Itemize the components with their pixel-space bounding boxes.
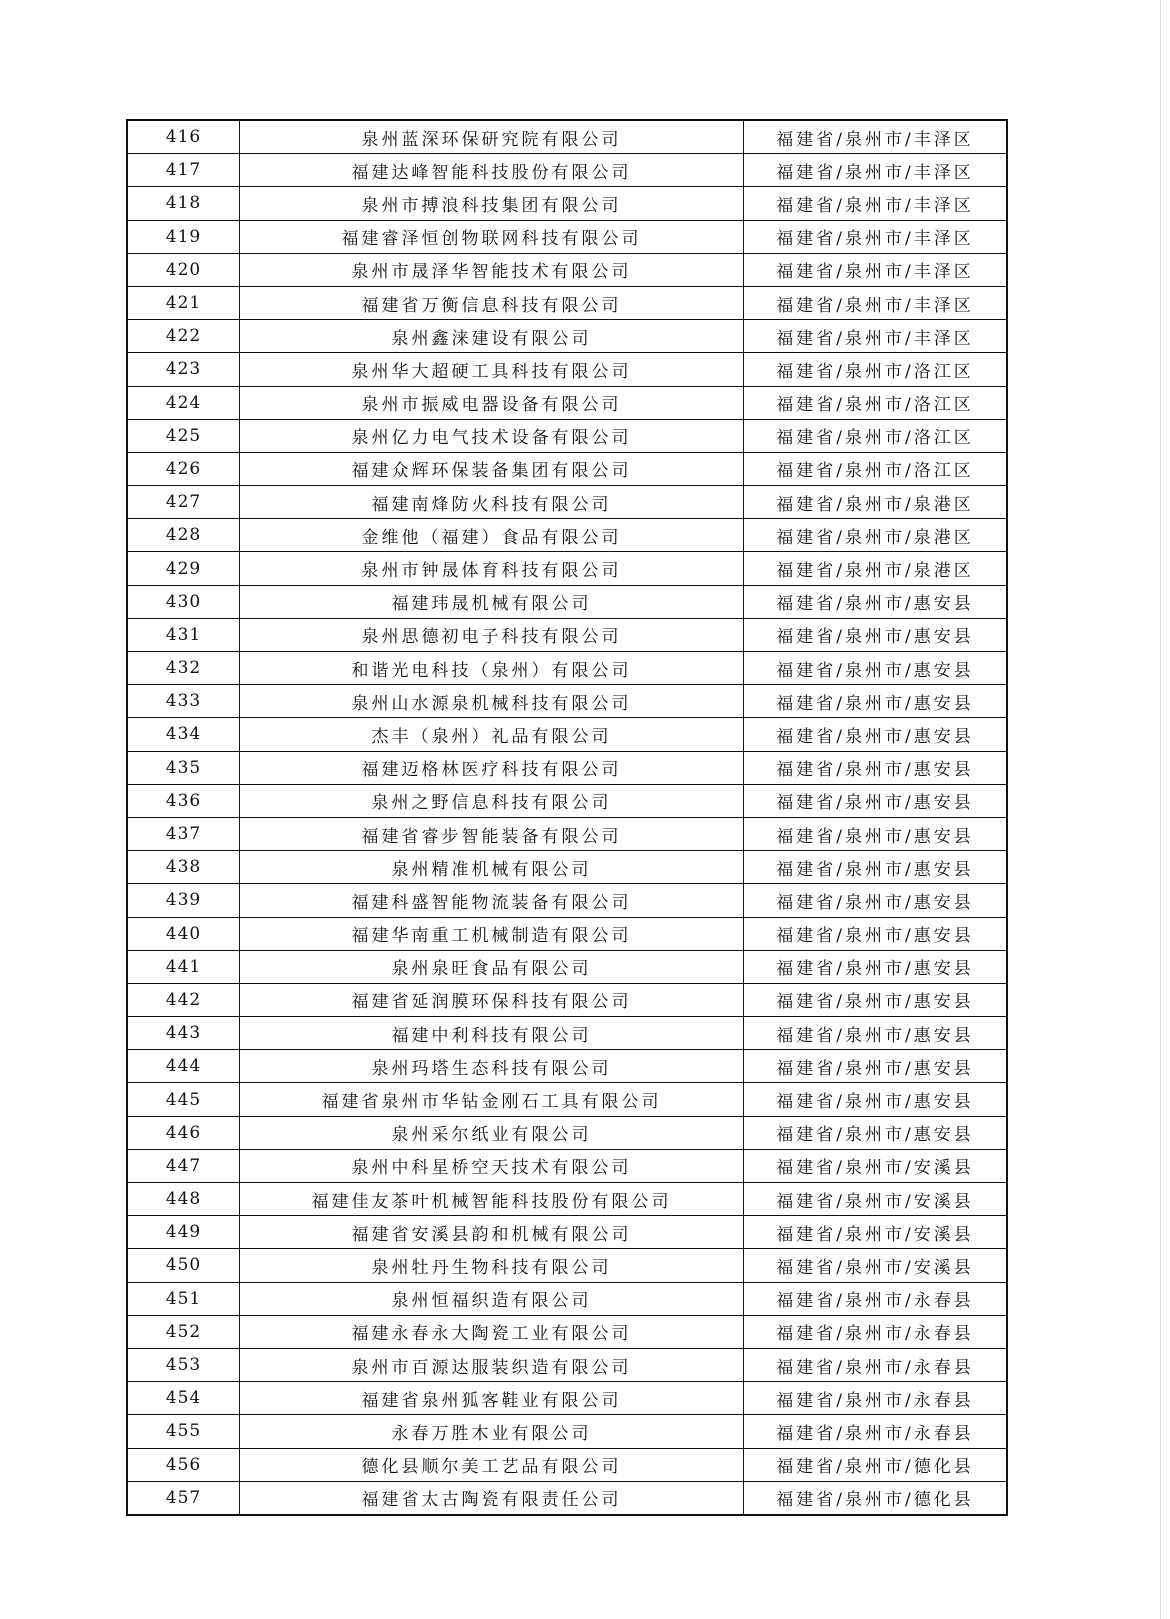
company-name-cell: 泉州亿力电气技术设备有限公司 bbox=[240, 419, 744, 452]
table-row bbox=[127, 618, 1007, 651]
table-row bbox=[127, 320, 1007, 353]
row-number-cell: 449 bbox=[127, 1216, 240, 1249]
table-row bbox=[127, 286, 1007, 319]
company-name-cell: 泉州蓝深环保研究院有限公司 bbox=[240, 120, 744, 154]
row-number-cell: 421 bbox=[127, 286, 240, 319]
table-row bbox=[127, 386, 1007, 419]
region-cell: 福建省/泉州市/德化县 bbox=[744, 1448, 1008, 1481]
table-row bbox=[127, 950, 1007, 983]
row-number-cell: 418 bbox=[127, 187, 240, 220]
table-row bbox=[127, 1083, 1007, 1116]
row-number-cell: 445 bbox=[127, 1083, 240, 1116]
table-row bbox=[127, 452, 1007, 485]
company-name-cell: 福建佳友茶叶机械智能科技股份有限公司 bbox=[240, 1183, 744, 1216]
region-cell: 福建省/泉州市/丰泽区 bbox=[744, 220, 1008, 253]
table-row bbox=[127, 817, 1007, 850]
table-row bbox=[127, 884, 1007, 917]
table-row bbox=[127, 652, 1007, 685]
table-row bbox=[127, 220, 1007, 253]
region-cell: 福建省/泉州市/惠安县 bbox=[744, 652, 1008, 685]
row-number-cell: 425 bbox=[127, 419, 240, 452]
company-name-cell: 福建省泉州狐客鞋业有限公司 bbox=[240, 1382, 744, 1415]
company-name-cell: 福建达峰智能科技股份有限公司 bbox=[240, 154, 744, 187]
company-name-cell: 泉州中科星桥空天技术有限公司 bbox=[240, 1149, 744, 1182]
table-row bbox=[127, 419, 1007, 452]
region-cell: 福建省/泉州市/安溪县 bbox=[744, 1216, 1008, 1249]
row-number-cell: 439 bbox=[127, 884, 240, 917]
row-number-cell: 440 bbox=[127, 917, 240, 950]
row-number-cell: 452 bbox=[127, 1315, 240, 1348]
region-cell: 福建省/泉州市/洛江区 bbox=[744, 353, 1008, 386]
region-cell: 福建省/泉州市/惠安县 bbox=[744, 751, 1008, 784]
region-cell: 福建省/泉州市/永春县 bbox=[744, 1315, 1008, 1348]
company-name-cell: 泉州牡丹生物科技有限公司 bbox=[240, 1249, 744, 1282]
company-name-cell: 泉州泉旺食品有限公司 bbox=[240, 950, 744, 983]
company-name-cell: 福建科盛智能物流装备有限公司 bbox=[240, 884, 744, 917]
region-cell: 福建省/泉州市/惠安县 bbox=[744, 1017, 1008, 1050]
table-row bbox=[127, 718, 1007, 751]
company-name-cell: 福建省泉州市华钻金刚石工具有限公司 bbox=[240, 1083, 744, 1116]
table-row bbox=[127, 120, 1007, 154]
region-cell: 福建省/泉州市/惠安县 bbox=[744, 884, 1008, 917]
company-table-body bbox=[127, 120, 1007, 1515]
company-name-cell: 福建玮晟机械有限公司 bbox=[240, 585, 744, 618]
company-name-cell: 泉州之野信息科技有限公司 bbox=[240, 784, 744, 817]
row-number-cell: 438 bbox=[127, 851, 240, 884]
row-number-cell: 420 bbox=[127, 253, 240, 286]
region-cell: 福建省/泉州市/惠安县 bbox=[744, 718, 1008, 751]
region-cell: 福建省/泉州市/德化县 bbox=[744, 1481, 1008, 1515]
region-cell: 福建省/泉州市/惠安县 bbox=[744, 1050, 1008, 1083]
region-cell: 福建省/泉州市/泉港区 bbox=[744, 552, 1008, 585]
company-name-cell: 福建南烽防火科技有限公司 bbox=[240, 486, 744, 519]
region-cell: 福建省/泉州市/泉港区 bbox=[744, 486, 1008, 519]
row-number-cell: 446 bbox=[127, 1116, 240, 1149]
company-name-cell: 泉州精准机械有限公司 bbox=[240, 851, 744, 884]
row-number-cell: 436 bbox=[127, 784, 240, 817]
region-cell: 福建省/泉州市/惠安县 bbox=[744, 618, 1008, 651]
company-name-cell: 泉州市百源达服装织造有限公司 bbox=[240, 1348, 744, 1381]
table-row bbox=[127, 1249, 1007, 1282]
row-number-cell: 417 bbox=[127, 154, 240, 187]
region-cell: 福建省/泉州市/安溪县 bbox=[744, 1249, 1008, 1282]
company-name-cell: 福建省太古陶瓷有限责任公司 bbox=[240, 1481, 744, 1515]
row-number-cell: 441 bbox=[127, 950, 240, 983]
row-number-cell: 455 bbox=[127, 1415, 240, 1448]
table-row bbox=[127, 784, 1007, 817]
company-name-cell: 福建众辉环保装备集团有限公司 bbox=[240, 452, 744, 485]
table-row bbox=[127, 917, 1007, 950]
region-cell: 福建省/泉州市/惠安县 bbox=[744, 685, 1008, 718]
page-edge bbox=[1160, 0, 1161, 1619]
company-name-cell: 永春万胜木业有限公司 bbox=[240, 1415, 744, 1448]
company-name-cell: 泉州思德初电子科技有限公司 bbox=[240, 618, 744, 651]
region-cell: 福建省/泉州市/惠安县 bbox=[744, 950, 1008, 983]
region-cell: 福建省/泉州市/洛江区 bbox=[744, 386, 1008, 419]
region-cell: 福建省/泉州市/丰泽区 bbox=[744, 187, 1008, 220]
row-number-cell: 430 bbox=[127, 585, 240, 618]
company-name-cell: 泉州山水源泉机械科技有限公司 bbox=[240, 685, 744, 718]
table-row bbox=[127, 353, 1007, 386]
company-name-cell: 金维他（福建）食品有限公司 bbox=[240, 519, 744, 552]
company-name-cell: 泉州恒福织造有限公司 bbox=[240, 1282, 744, 1315]
row-number-cell: 450 bbox=[127, 1249, 240, 1282]
region-cell: 福建省/泉州市/丰泽区 bbox=[744, 320, 1008, 353]
company-name-cell: 福建永春永大陶瓷工业有限公司 bbox=[240, 1315, 744, 1348]
row-number-cell: 456 bbox=[127, 1448, 240, 1481]
region-cell: 福建省/泉州市/惠安县 bbox=[744, 1083, 1008, 1116]
company-name-cell: 杰丰（泉州）礼品有限公司 bbox=[240, 718, 744, 751]
region-cell: 福建省/泉州市/洛江区 bbox=[744, 419, 1008, 452]
table-row bbox=[127, 1348, 1007, 1381]
row-number-cell: 432 bbox=[127, 652, 240, 685]
table-row bbox=[127, 519, 1007, 552]
table-row bbox=[127, 851, 1007, 884]
region-cell: 福建省/泉州市/永春县 bbox=[744, 1382, 1008, 1415]
company-name-cell: 福建省延润膜环保科技有限公司 bbox=[240, 983, 744, 1016]
table-row bbox=[127, 983, 1007, 1016]
region-cell: 福建省/泉州市/丰泽区 bbox=[744, 154, 1008, 187]
company-name-cell: 泉州市振威电器设备有限公司 bbox=[240, 386, 744, 419]
row-number-cell: 422 bbox=[127, 320, 240, 353]
region-cell: 福建省/泉州市/永春县 bbox=[744, 1282, 1008, 1315]
company-name-cell: 和谐光电科技（泉州）有限公司 bbox=[240, 652, 744, 685]
row-number-cell: 431 bbox=[127, 618, 240, 651]
table-row bbox=[127, 1382, 1007, 1415]
region-cell: 福建省/泉州市/丰泽区 bbox=[744, 286, 1008, 319]
table-row bbox=[127, 585, 1007, 618]
table-row bbox=[127, 685, 1007, 718]
company-name-cell: 德化县顺尔美工艺品有限公司 bbox=[240, 1448, 744, 1481]
row-number-cell: 429 bbox=[127, 552, 240, 585]
region-cell: 福建省/泉州市/泉港区 bbox=[744, 519, 1008, 552]
company-name-cell: 福建省安溪县韵和机械有限公司 bbox=[240, 1216, 744, 1249]
row-number-cell: 457 bbox=[127, 1481, 240, 1515]
table-row bbox=[127, 751, 1007, 784]
region-cell: 福建省/泉州市/安溪县 bbox=[744, 1183, 1008, 1216]
company-name-cell: 泉州市钟晟体育科技有限公司 bbox=[240, 552, 744, 585]
company-name-cell: 福建中利科技有限公司 bbox=[240, 1017, 744, 1050]
row-number-cell: 423 bbox=[127, 353, 240, 386]
region-cell: 福建省/泉州市/洛江区 bbox=[744, 452, 1008, 485]
table-row bbox=[127, 1282, 1007, 1315]
row-number-cell: 437 bbox=[127, 817, 240, 850]
row-number-cell: 433 bbox=[127, 685, 240, 718]
region-cell: 福建省/泉州市/惠安县 bbox=[744, 817, 1008, 850]
row-number-cell: 447 bbox=[127, 1149, 240, 1182]
table-row bbox=[127, 1050, 1007, 1083]
company-name-cell: 福建省万衡信息科技有限公司 bbox=[240, 286, 744, 319]
table-row bbox=[127, 1116, 1007, 1149]
company-name-cell: 泉州采尔纸业有限公司 bbox=[240, 1116, 744, 1149]
table-row bbox=[127, 552, 1007, 585]
row-number-cell: 444 bbox=[127, 1050, 240, 1083]
row-number-cell: 427 bbox=[127, 486, 240, 519]
company-name-cell: 泉州市搏浪科技集团有限公司 bbox=[240, 187, 744, 220]
region-cell: 福建省/泉州市/永春县 bbox=[744, 1348, 1008, 1381]
row-number-cell: 428 bbox=[127, 519, 240, 552]
table-row bbox=[127, 1183, 1007, 1216]
row-number-cell: 435 bbox=[127, 751, 240, 784]
row-number-cell: 453 bbox=[127, 1348, 240, 1381]
row-number-cell: 416 bbox=[127, 120, 240, 154]
region-cell: 福建省/泉州市/惠安县 bbox=[744, 784, 1008, 817]
region-cell: 福建省/泉州市/惠安县 bbox=[744, 1116, 1008, 1149]
table-row bbox=[127, 1315, 1007, 1348]
company-name-cell: 福建省睿步智能装备有限公司 bbox=[240, 817, 744, 850]
row-number-cell: 448 bbox=[127, 1183, 240, 1216]
table-row bbox=[127, 1481, 1007, 1515]
region-cell: 福建省/泉州市/永春县 bbox=[744, 1415, 1008, 1448]
table-row bbox=[127, 1448, 1007, 1481]
table-row bbox=[127, 1415, 1007, 1448]
table-row bbox=[127, 253, 1007, 286]
company-name-cell: 福建华南重工机械制造有限公司 bbox=[240, 917, 744, 950]
region-cell: 福建省/泉州市/丰泽区 bbox=[744, 120, 1008, 154]
company-table bbox=[126, 119, 1008, 1516]
row-number-cell: 451 bbox=[127, 1282, 240, 1315]
table-row bbox=[127, 486, 1007, 519]
company-name-cell: 泉州市晟泽华智能技术有限公司 bbox=[240, 253, 744, 286]
row-number-cell: 443 bbox=[127, 1017, 240, 1050]
company-name-cell: 泉州华大超硬工具科技有限公司 bbox=[240, 353, 744, 386]
table-row bbox=[127, 154, 1007, 187]
row-number-cell: 424 bbox=[127, 386, 240, 419]
company-name-cell: 泉州玛塔生态科技有限公司 bbox=[240, 1050, 744, 1083]
region-cell: 福建省/泉州市/丰泽区 bbox=[744, 253, 1008, 286]
region-cell: 福建省/泉州市/安溪县 bbox=[744, 1149, 1008, 1182]
company-name-cell: 泉州鑫涞建设有限公司 bbox=[240, 320, 744, 353]
row-number-cell: 426 bbox=[127, 452, 240, 485]
region-cell: 福建省/泉州市/惠安县 bbox=[744, 983, 1008, 1016]
row-number-cell: 419 bbox=[127, 220, 240, 253]
table-row bbox=[127, 1149, 1007, 1182]
row-number-cell: 434 bbox=[127, 718, 240, 751]
company-name-cell: 福建睿泽恒创物联网科技有限公司 bbox=[240, 220, 744, 253]
region-cell: 福建省/泉州市/惠安县 bbox=[744, 917, 1008, 950]
region-cell: 福建省/泉州市/惠安县 bbox=[744, 851, 1008, 884]
table-row bbox=[127, 1216, 1007, 1249]
company-name-cell: 福建迈格林医疗科技有限公司 bbox=[240, 751, 744, 784]
region-cell: 福建省/泉州市/惠安县 bbox=[744, 585, 1008, 618]
row-number-cell: 442 bbox=[127, 983, 240, 1016]
table-row bbox=[127, 187, 1007, 220]
table-row bbox=[127, 1017, 1007, 1050]
row-number-cell: 454 bbox=[127, 1382, 240, 1415]
